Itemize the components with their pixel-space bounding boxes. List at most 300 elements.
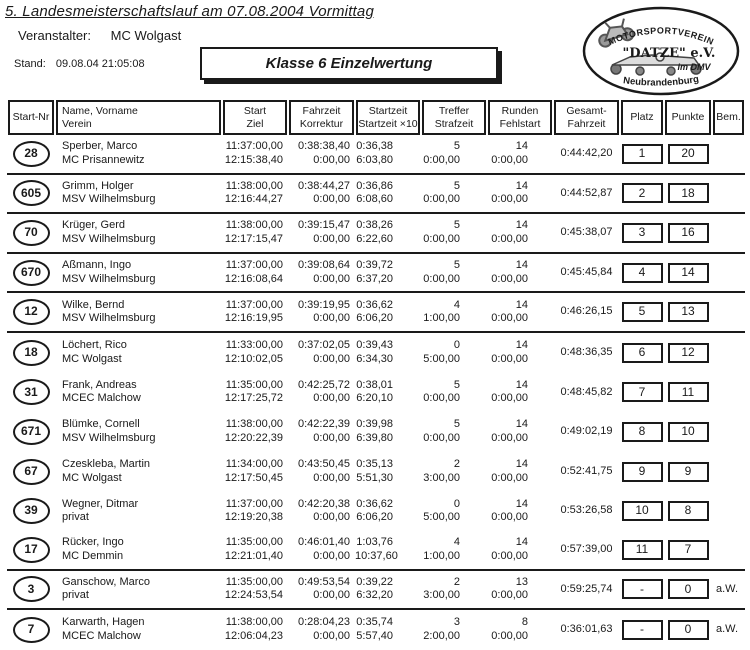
fahrzeit-cell [288, 135, 355, 173]
stand-line [14, 58, 145, 70]
column-header-start-ziel: Start Ziel [223, 100, 287, 135]
start-ziel-cell [222, 175, 288, 213]
runden-cell [487, 571, 553, 609]
punkte-cell [664, 412, 712, 452]
startnr-cell [7, 610, 55, 650]
fahrzeit-cell [288, 571, 355, 609]
start-ziel-cell [222, 531, 288, 569]
logo-datze-text: "DATZE" e.V. [622, 46, 716, 61]
drive-time: 0:42:25,72 [298, 378, 350, 391]
platz-value: - [640, 622, 644, 637]
start-ziel-cell [222, 254, 288, 292]
false-start-time: 0:00,00 [491, 392, 528, 405]
punkte-value: 13 [681, 304, 695, 319]
competitor-club: MC Demmin [62, 549, 124, 562]
drive-time: 0:46:01,40 [298, 536, 350, 549]
startzeit-value: 0:38,26 [356, 219, 393, 232]
false-start-time: 0:00,00 [491, 471, 528, 484]
table-header [7, 100, 745, 135]
startzeit-cell [355, 412, 421, 452]
platz-box [622, 223, 663, 243]
organizer-label: Veranstalter: [18, 28, 91, 43]
fahrzeit-cell [288, 254, 355, 292]
startnr-cell [7, 254, 55, 292]
laps-count: 14 [515, 179, 528, 192]
hits-count: 3 [453, 616, 460, 629]
punkte-box [668, 382, 709, 402]
gesamt-cell [553, 491, 620, 531]
gesamt-cell [553, 452, 620, 492]
total-time: 0:57:39,00 [560, 542, 613, 555]
platz-value: 1 [638, 146, 646, 161]
platz-value: 7 [638, 384, 646, 399]
startzeit-value: 0:35,13 [356, 458, 393, 471]
total-time: 0:46:26,15 [560, 305, 613, 318]
startnr-cell [7, 214, 55, 252]
column-header-startnr: Start-Nr [8, 100, 54, 135]
name-cell [55, 135, 222, 173]
fahrzeit-cell [288, 175, 355, 213]
platz-box [622, 382, 663, 402]
correction-time: 0:00,00 [313, 312, 350, 325]
finish-time: 12:16:08,64 [224, 272, 283, 285]
start-number: 70 [24, 225, 38, 240]
punkte-box [668, 223, 709, 243]
name-cell [55, 610, 222, 650]
startzeit-value: 1:03,76 [356, 536, 393, 549]
competitor-name: Löchert, Rico [62, 339, 127, 352]
start-ziel-cell [222, 333, 288, 373]
punkte-cell [664, 214, 712, 252]
hits-count: 2 [453, 458, 460, 471]
platz-box [622, 144, 663, 164]
punkte-box [668, 183, 709, 203]
laps-count: 14 [515, 378, 528, 391]
platz-cell [620, 571, 664, 609]
organizer-line [18, 28, 181, 43]
competitor-name: Czeskleba, Martin [62, 458, 151, 471]
punkte-cell [664, 135, 712, 173]
startzeit-cell [355, 452, 421, 492]
startzeit-x10-value: 5:57,40 [356, 629, 393, 642]
false-start-time: 0:00,00 [491, 629, 528, 642]
finish-time: 12:17:25,72 [224, 392, 283, 405]
finish-time: 12:15:38,40 [224, 153, 283, 166]
startzeit-x10-value: 6:06,20 [356, 511, 393, 524]
gesamt-cell [553, 333, 620, 373]
platz-value: 10 [635, 503, 649, 518]
punkte-cell [664, 175, 712, 213]
correction-time: 0:00,00 [313, 352, 350, 365]
punkte-box [668, 462, 709, 482]
total-time: 0:36:01,63 [560, 623, 613, 636]
start-number: 17 [24, 541, 38, 556]
platz-cell [620, 135, 664, 173]
false-start-time: 0:00,00 [491, 431, 528, 444]
fahrzeit-cell [288, 452, 355, 492]
bem-cell [712, 135, 745, 173]
gesamt-cell [553, 293, 620, 331]
column-header-gesamt: Gesamt- Fahrzeit [554, 100, 619, 135]
correction-time: 0:00,00 [313, 589, 350, 602]
finish-time: 12:17:50,45 [224, 471, 283, 484]
start-time: 11:34:00,00 [225, 458, 283, 471]
platz-box [622, 462, 663, 482]
punkte-value: 0 [684, 622, 692, 637]
runden-cell [487, 531, 553, 569]
treffer-cell [421, 175, 487, 213]
logo-dmv-text: im DMV [677, 62, 711, 72]
false-start-time: 0:00,00 [491, 312, 528, 325]
runden-cell [487, 175, 553, 213]
total-time: 0:59:25,74 [560, 582, 613, 595]
competitor-club: MSV Wilhelmsburg [62, 232, 156, 245]
club-logo [580, 4, 743, 98]
start-time: 11:38:00,00 [225, 179, 283, 192]
start-number-ellipse [13, 180, 50, 206]
competitor-name: Frank, Andreas [62, 378, 137, 391]
drive-time: 0:42:20,38 [298, 497, 350, 510]
start-number-ellipse [13, 617, 50, 643]
platz-cell [620, 373, 664, 413]
competitor-name: Aßmann, Ingo [62, 259, 132, 272]
drive-time: 0:39:15,47 [298, 219, 350, 232]
hits-count: 2 [453, 575, 460, 588]
start-number: 31 [24, 384, 38, 399]
bem-cell [712, 610, 745, 650]
drive-time: 0:38:38,40 [298, 140, 350, 153]
total-time: 0:44:42,20 [560, 147, 613, 160]
drive-time: 0:43:50,45 [298, 458, 350, 471]
hits-count: 5 [453, 140, 460, 153]
startnr-cell [7, 333, 55, 373]
punkte-value: 10 [681, 424, 695, 439]
correction-time: 0:00,00 [313, 549, 350, 562]
start-time: 11:35:00,00 [225, 575, 283, 588]
table-body [7, 135, 745, 650]
total-time: 0:44:52,87 [560, 186, 613, 199]
platz-box [622, 540, 663, 560]
start-time: 11:33:00,00 [225, 339, 283, 352]
name-cell [55, 571, 222, 609]
startzeit-value: 0:39,98 [356, 418, 393, 431]
name-cell [55, 175, 222, 213]
startzeit-x10-value: 5:51,30 [356, 471, 393, 484]
competitor-name: Grimm, Holger [62, 179, 134, 192]
stand-label: Stand: [14, 58, 46, 70]
start-number-ellipse [13, 419, 50, 445]
competitor-club: privat [62, 511, 89, 524]
start-number: 670 [20, 264, 42, 279]
start-time: 11:38:00,00 [225, 219, 283, 232]
start-number-ellipse [13, 498, 50, 524]
startzeit-value: 0:36,86 [356, 179, 393, 192]
competitor-name: Karwarth, Hagen [62, 616, 145, 629]
start-number-ellipse [13, 260, 50, 286]
start-time: 11:37:00,00 [225, 259, 283, 272]
table-row [7, 412, 745, 452]
finish-time: 12:24:53,54 [224, 589, 283, 602]
start-number-ellipse [13, 220, 50, 246]
startzeit-cell [355, 175, 421, 213]
club-logo-image [580, 4, 743, 98]
penalty-time: 0:00,00 [423, 193, 460, 206]
platz-cell [620, 254, 664, 292]
platz-cell [620, 214, 664, 252]
false-start-time: 0:00,00 [491, 193, 528, 206]
treffer-cell [421, 254, 487, 292]
fahrzeit-cell [288, 333, 355, 373]
treffer-cell [421, 571, 487, 609]
total-time: 0:45:38,07 [560, 226, 613, 239]
class-title: Klasse 6 Einzelwertung [265, 55, 433, 72]
name-cell [55, 333, 222, 373]
name-cell [55, 491, 222, 531]
column-header-runden: Runden Fehlstart [488, 100, 552, 135]
punkte-cell [664, 254, 712, 292]
runden-cell [487, 135, 553, 173]
platz-box [622, 263, 663, 283]
correction-time: 0:00,00 [313, 153, 350, 166]
startzeit-cell [355, 373, 421, 413]
startzeit-x10-value: 6:08,60 [356, 193, 393, 206]
competitor-name: Wegner, Ditmar [62, 497, 139, 510]
startzeit-x10-value: 6:06,20 [356, 312, 393, 325]
bem-cell [712, 531, 745, 569]
correction-time: 0:00,00 [313, 392, 350, 405]
runden-cell [487, 452, 553, 492]
punkte-cell [664, 491, 712, 531]
hits-count: 5 [453, 418, 460, 431]
correction-time: 0:00,00 [313, 193, 350, 206]
fahrzeit-cell [288, 214, 355, 252]
bem-cell [712, 452, 745, 492]
runden-cell [487, 293, 553, 331]
runden-cell [487, 333, 553, 373]
drive-time: 0:42:22,39 [298, 418, 350, 431]
punkte-box [668, 422, 709, 442]
platz-value: 2 [638, 185, 646, 200]
penalty-time: 1:00,00 [423, 312, 460, 325]
laps-count: 13 [515, 575, 528, 588]
competitor-club: MSV Wilhelmsburg [62, 193, 156, 206]
treffer-cell [421, 135, 487, 173]
treffer-cell [421, 333, 487, 373]
table-row [7, 610, 745, 650]
punkte-value: 20 [681, 146, 695, 161]
total-time: 0:53:26,58 [560, 504, 613, 517]
competitor-name: Rücker, Ingo [62, 536, 124, 549]
start-number-ellipse [13, 459, 50, 485]
finish-time: 12:10:02,05 [224, 352, 283, 365]
column-header-bem: Bem. [713, 100, 744, 135]
competitor-club: MSV Wilhelmsburg [62, 431, 156, 444]
laps-count: 8 [521, 616, 528, 629]
punkte-value: 11 [681, 384, 695, 399]
competitor-club: MCEC Malchow [62, 392, 141, 405]
hits-count: 0 [453, 497, 460, 510]
start-ziel-cell [222, 293, 288, 331]
treffer-cell [421, 373, 487, 413]
laps-count: 14 [515, 140, 528, 153]
punkte-value: 0 [684, 581, 692, 596]
runden-cell [487, 373, 553, 413]
laps-count: 14 [515, 536, 528, 549]
penalty-time: 5:00,00 [423, 352, 460, 365]
runden-cell [487, 254, 553, 292]
platz-cell [620, 491, 664, 531]
penalty-time: 1:00,00 [423, 549, 460, 562]
startnr-cell [7, 412, 55, 452]
platz-box [622, 343, 663, 363]
start-ziel-cell [222, 214, 288, 252]
drive-time: 0:39:08,64 [298, 259, 350, 272]
hits-count: 5 [453, 219, 460, 232]
treffer-cell [421, 491, 487, 531]
start-ziel-cell [222, 452, 288, 492]
platz-value: 11 [635, 541, 649, 556]
table-row [7, 571, 745, 611]
laps-count: 14 [515, 259, 528, 272]
runden-cell [487, 610, 553, 650]
column-header-startzeit: Startzeit Startzeit ×10 [356, 100, 420, 135]
platz-box [622, 579, 663, 599]
startzeit-cell [355, 531, 421, 569]
competitor-club: privat [62, 589, 89, 602]
gesamt-cell [553, 214, 620, 252]
drive-time: 0:49:53,54 [298, 575, 350, 588]
startnr-cell [7, 452, 55, 492]
start-time: 11:35:00,00 [225, 378, 283, 391]
gesamt-cell [553, 571, 620, 609]
penalty-time: 0:00,00 [423, 431, 460, 444]
false-start-time: 0:00,00 [491, 153, 528, 166]
runden-cell [487, 412, 553, 452]
punkte-box [668, 343, 709, 363]
finish-time: 12:20:22,39 [224, 431, 283, 444]
start-time: 11:35:00,00 [225, 536, 283, 549]
false-start-time: 0:00,00 [491, 511, 528, 524]
punkte-box [668, 302, 709, 322]
start-number-ellipse [13, 576, 50, 602]
bem-cell [712, 254, 745, 292]
startnr-cell [7, 571, 55, 609]
penalty-time: 0:00,00 [423, 232, 460, 245]
startzeit-cell [355, 571, 421, 609]
remark-value: a.W. [716, 582, 739, 595]
startzeit-cell [355, 610, 421, 650]
remark-value: a.W. [716, 623, 739, 636]
table-row [7, 531, 745, 571]
punkte-value: 14 [681, 264, 695, 279]
punkte-value: 9 [684, 463, 692, 478]
laps-count: 14 [515, 497, 528, 510]
false-start-time: 0:00,00 [491, 352, 528, 365]
start-ziel-cell [222, 135, 288, 173]
competitor-name: Sperber, Marco [62, 140, 138, 153]
punkte-box [668, 540, 709, 560]
platz-cell [620, 412, 664, 452]
false-start-time: 0:00,00 [491, 589, 528, 602]
startzeit-cell [355, 491, 421, 531]
competitor-name: Krüger, Gerd [62, 219, 125, 232]
start-time: 11:38:00,00 [225, 418, 283, 431]
penalty-time: 0:00,00 [423, 272, 460, 285]
gesamt-cell [553, 412, 620, 452]
startzeit-cell [355, 135, 421, 173]
name-cell [55, 254, 222, 292]
finish-time: 12:19:20,38 [224, 511, 283, 524]
competitor-club: MSV Wilhelmsburg [62, 272, 156, 285]
fahrzeit-cell [288, 610, 355, 650]
start-ziel-cell [222, 491, 288, 531]
startzeit-cell [355, 254, 421, 292]
correction-time: 0:00,00 [313, 511, 350, 524]
start-number-ellipse [13, 537, 50, 563]
organizer-value: MC Wolgast [110, 28, 182, 43]
startnr-cell [7, 491, 55, 531]
punkte-value: 12 [681, 345, 695, 360]
punkte-cell [664, 373, 712, 413]
gesamt-cell [553, 175, 620, 213]
punkte-value: 16 [681, 225, 695, 240]
start-time: 11:37:00,00 [225, 298, 283, 311]
laps-count: 14 [515, 298, 528, 311]
column-header-treffer: Treffer Strafzeit [422, 100, 486, 135]
drive-time: 0:28:04,23 [298, 616, 350, 629]
startzeit-x10-value: 6:37,20 [356, 272, 393, 285]
punkte-value: 18 [681, 185, 695, 200]
finish-time: 12:06:04,23 [224, 629, 283, 642]
gesamt-cell [553, 373, 620, 413]
startzeit-x10-value: 6:22,60 [356, 232, 393, 245]
platz-value: 5 [638, 304, 646, 319]
startzeit-x10-value: 10:37,60 [355, 549, 398, 562]
treffer-cell [421, 452, 487, 492]
table-row [7, 175, 745, 215]
total-time: 0:52:41,75 [560, 464, 613, 477]
bem-cell [712, 214, 745, 252]
startnr-cell [7, 373, 55, 413]
start-ziel-cell [222, 610, 288, 650]
bem-cell [712, 175, 745, 213]
finish-time: 12:17:15,47 [224, 232, 283, 245]
logo-club-name: MOTORSPORTVEREIN [606, 25, 716, 47]
drive-time: 0:38:44,27 [298, 179, 350, 192]
start-time: 11:37:00,00 [225, 140, 283, 153]
punkte-cell [664, 531, 712, 569]
total-time: 0:45:45,84 [560, 265, 613, 278]
bem-cell [712, 571, 745, 609]
platz-box [622, 501, 663, 521]
false-start-time: 0:00,00 [491, 549, 528, 562]
drive-time: 0:37:02,05 [298, 339, 350, 352]
hits-count: 4 [453, 536, 460, 549]
start-ziel-cell [222, 571, 288, 609]
runden-cell [487, 491, 553, 531]
startzeit-cell [355, 333, 421, 373]
start-ziel-cell [222, 373, 288, 413]
platz-box [622, 422, 663, 442]
startzeit-x10-value: 6:32,20 [356, 589, 393, 602]
start-number: 7 [27, 622, 35, 637]
startnr-cell [7, 293, 55, 331]
page-title: 5. Landesmeisterschaftslauf am 07.08.2004 Vormittag [5, 3, 375, 20]
hits-count: 5 [453, 259, 460, 272]
penalty-time: 5:00,00 [423, 511, 460, 524]
bem-cell [712, 412, 745, 452]
platz-cell [620, 610, 664, 650]
